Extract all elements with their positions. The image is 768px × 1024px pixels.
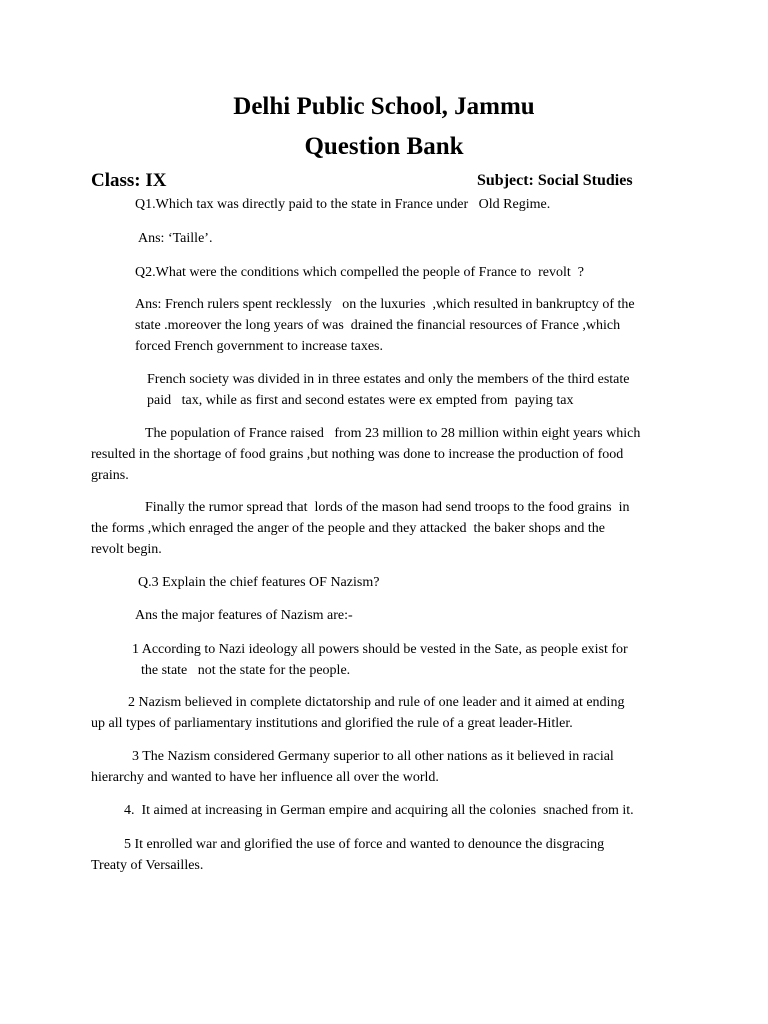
answer-3-point-5-line-1: 5 It enrolled war and glorified the use of force and wanted to denounce the disgracing [124, 837, 605, 852]
answer-3-point-1-line-1: 1 According to Nazi ideology all powers should be vested in the Sate, as people exist for [132, 642, 628, 657]
answer-3-point-2-line-2: up all types of parliamentary institutions and glorified the rule of a great leader-Hitler. [91, 716, 573, 731]
answer-3-intro: Ans the major features of Nazism are:- [135, 608, 353, 623]
question-2: Q2.What were the conditions which compelled the people of France to revolt ? [135, 265, 585, 280]
answer-2-line-3: forced French government to increase taxes. [135, 339, 384, 354]
answer-2-para3-line-2: resulted in the shortage of food grains ,but nothing was done to increase the production of food [91, 447, 624, 462]
answer-2-para3-line-1: The population of France raised from 23 million to 28 million within eight years which [145, 426, 641, 441]
answer-2-para4-line-3: revolt begin. [91, 542, 162, 557]
answer-2-para2-line-2: paid tax, while as first and second estates were ex empted from paying tax [147, 393, 574, 408]
answer-3-point-2-line-1: 2 Nazism believed in complete dictatorship and rule of one leader and it aimed at ending [128, 695, 625, 710]
answer-3-point-5-line-2: Treaty of Versailles. [91, 858, 204, 873]
subject-label: Subject: Social Studies [477, 172, 633, 189]
class-label: Class: IX [91, 170, 167, 191]
question-1: Q1.Which tax was directly paid to the state in France under Old Regime. [135, 197, 551, 212]
answer-2-para3-line-3: grains. [91, 468, 129, 483]
answer-3-point-3-line-2: hierarchy and wanted to have her influence all over the world. [91, 770, 439, 785]
answer-1: Ans: ‘Taille’. [138, 231, 213, 246]
answer-3-point-1-line-2: the state not the state for the people. [141, 663, 351, 678]
school-title: Delhi Public School, Jammu [233, 93, 535, 120]
answer-3-point-4: 4. It aimed at increasing in German empire and acquiring all the colonies snached from it. [124, 803, 634, 818]
question-3: Q.3 Explain the chief features OF Nazism? [138, 575, 380, 590]
document-title: Question Bank [304, 133, 464, 160]
answer-2-para2-line-1: French society was divided in in three estates and only the members of the third estate [147, 372, 630, 387]
answer-2-line-2: state .moreover the long years of was drained the financial resources of France ,which [135, 318, 621, 333]
answer-2-para4-line-1: Finally the rumor spread that lords of the mason had send troops to the food grains in [145, 500, 630, 515]
answer-3-point-3-line-1: 3 The Nazism considered Germany superior to all other nations as it believed in racial [132, 749, 614, 764]
answer-2-para4-line-2: the forms ,which enraged the anger of the people and they attacked the baker shops and the [91, 521, 605, 536]
answer-2-line-1: Ans: French rulers spent recklessly on the luxuries ,which resulted in bankruptcy of the [135, 297, 635, 312]
